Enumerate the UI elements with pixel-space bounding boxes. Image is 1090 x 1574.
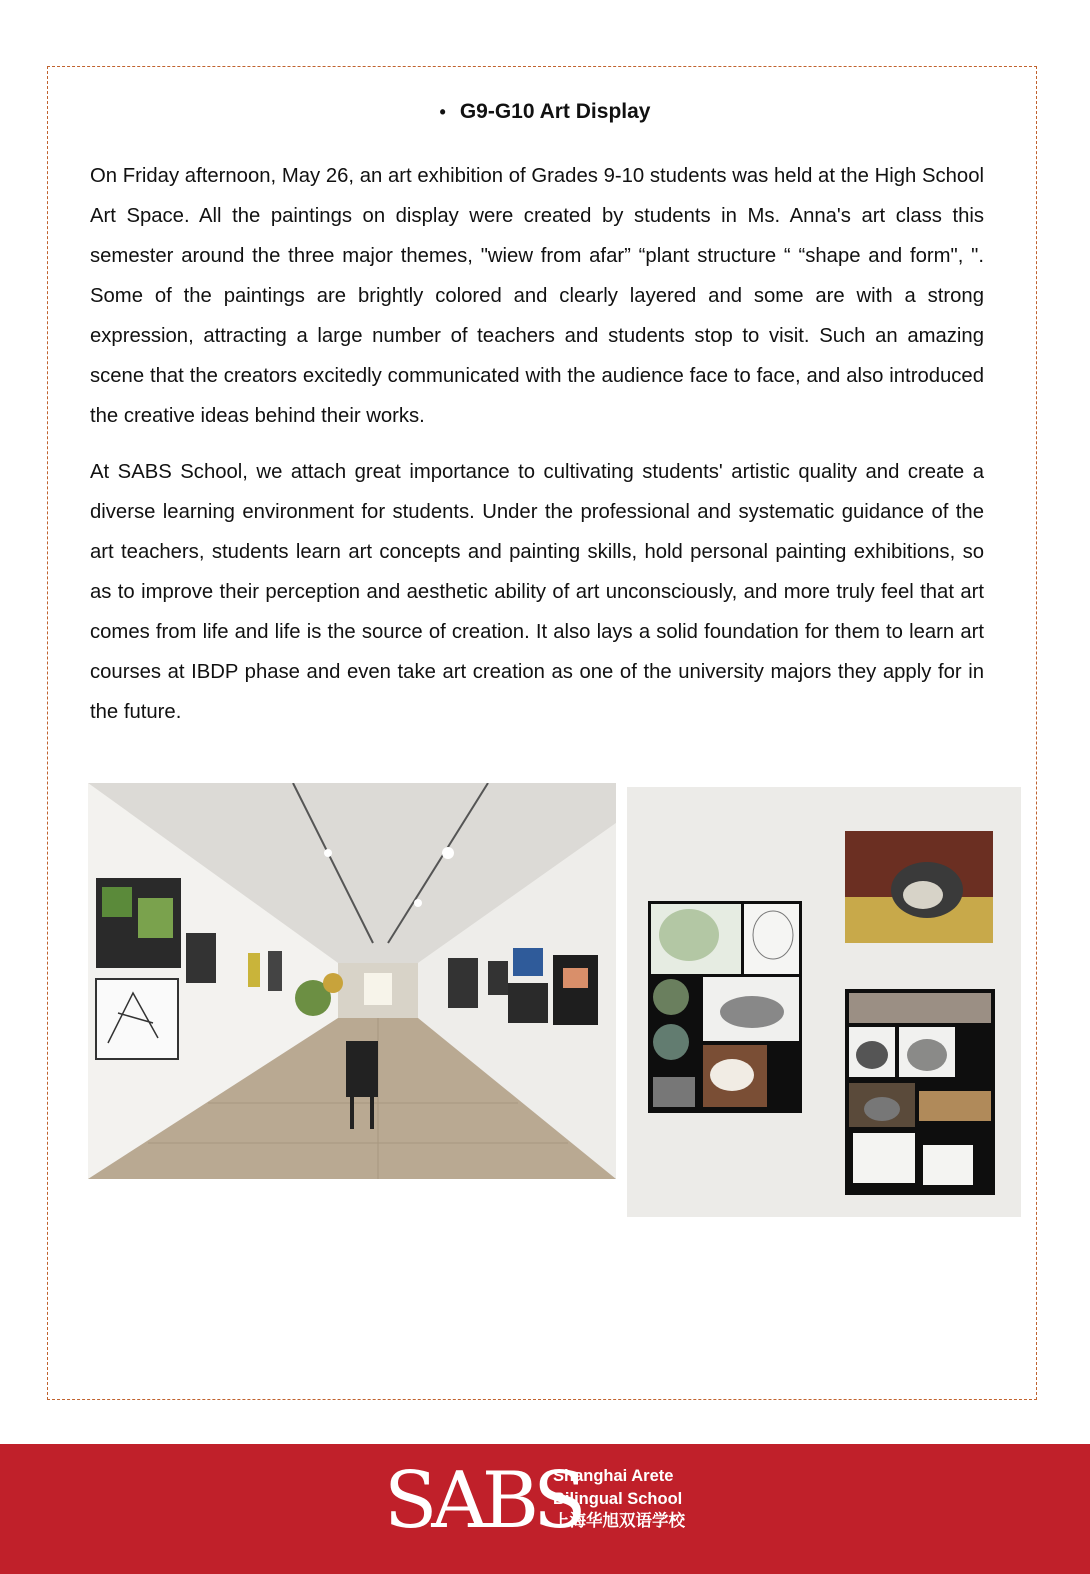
school-name-line-1: Shanghai Arete (553, 1467, 674, 1485)
section-heading (0, 100, 1090, 124)
school-name-line-2: Bilingual School (553, 1489, 683, 1508)
gallery-hallway-photo (88, 783, 616, 1179)
rabbit-artwork-photo (627, 787, 1021, 1217)
section-title: G9-G10 Art Display (459, 100, 651, 123)
bullet-icon: • (439, 102, 446, 122)
school-name (553, 1465, 685, 1533)
school-name-chinese: 上海华旭双语学校 (553, 1512, 685, 1530)
school-logo: SABS (384, 1456, 581, 1546)
paragraph-2: At SABS School, we attach great importance to cultivating students' artistic quality and create a diverse learning environment for students. Under the professional and systematic guidance of the art teachers, students learn art concepts and painting skills, hold personal painting exhibitions, so as to improve their perception and aesthetic ability of art unconsciously, and more truly feel that art comes from life and life is the source of creation. It also lays a solid foundation for them to learn art courses at IBDP phase and even take art creation as one of the university majors they apply for in the future. (90, 461, 984, 723)
article-body (90, 156, 984, 748)
paragraph-1: On Friday afternoon, May 26, an art exhibition of Grades 9-10 students was held at the High School Art Space. All the paintings on display were created by students in Ms. Anna's art class this semester around the three major themes, "wiew from afar” “plant structure “ “shape and form", ". Some of the paintings are brightly colored and clearly layered and some are with a strong expression, attracting a large number of teachers and students stop to visit. Such an amazing scene that the creators excitedly communicated with the audience face to face, and also introduced the creative ideas behind their works. (90, 165, 984, 427)
